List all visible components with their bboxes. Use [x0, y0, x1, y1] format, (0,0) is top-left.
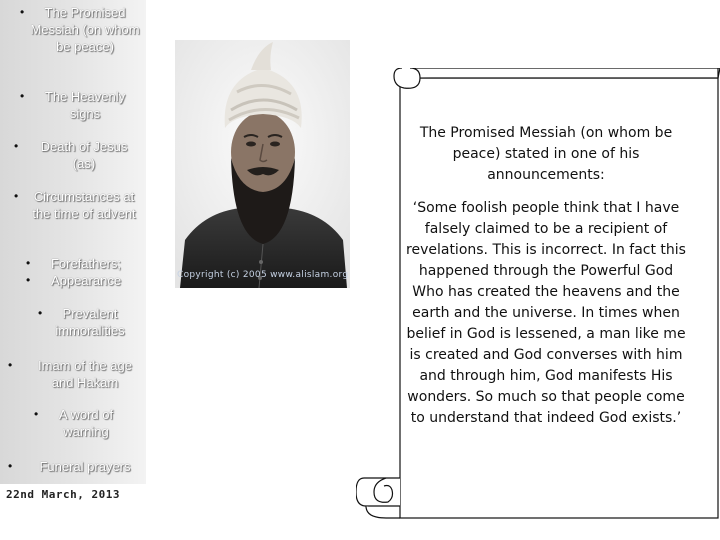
- nav-item-label: The Promised Messiah (on whom be peace): [30, 5, 140, 54]
- bullet-icon: •: [20, 89, 25, 103]
- bullet-icon: •: [26, 256, 31, 270]
- bullet-icon: •: [26, 273, 31, 287]
- quote-intro: The Promised Messiah (on whom be peace) stated in one of his announcements:: [419, 125, 673, 183]
- copyright-watermark: Copyright (c) 2005 www.alislam.org: [177, 270, 349, 280]
- bullet-icon: •: [8, 459, 13, 473]
- bullet-icon: •: [14, 139, 19, 153]
- presentation-date: 22nd March, 2013: [6, 488, 120, 501]
- nav-item-promised-messiah[interactable]: [30, 4, 140, 55]
- nav-item-funeral-prayers[interactable]: [26, 458, 144, 475]
- bullet-icon: •: [38, 306, 43, 320]
- bullet-icon: •: [8, 358, 13, 372]
- quote-scroll: [356, 68, 720, 540]
- sidebar-nav: [0, 0, 146, 484]
- nav-item-label: Death of Jesus (as): [40, 139, 128, 171]
- nav-item-word-of-warning[interactable]: [46, 406, 126, 440]
- nav-item-label: Circumstances at the time of advent: [32, 189, 136, 221]
- quote-body: ‘Some foolish people think that I have falsely claimed to be a recipient of revelations. This is incorrect. In fact this happened through the Powerful God Who has created the heavens and the earth and the universe. In times when belief in God is lessened, a man like me is created and God converses with him and through him, God manifests His wonders. So much so that people come to understand that indeed God exists.’: [406, 200, 686, 426]
- portrait-photo: [175, 40, 350, 288]
- nav-item-label: The Heavenly signs: [44, 89, 126, 121]
- nav-item-label: Funeral prayers: [39, 459, 131, 474]
- portrait-image: [175, 40, 350, 288]
- nav-item-label: A word of warning: [58, 407, 114, 439]
- nav-item-prevalent-immoralities[interactable]: [38, 305, 142, 339]
- nav-item-circumstances[interactable]: [28, 188, 140, 222]
- nav-item-label: Prevalent immoralities: [55, 306, 125, 338]
- nav-item-imam-of-the-age[interactable]: [28, 357, 142, 391]
- nav-item-heavenly-signs[interactable]: [30, 88, 140, 122]
- nav-item-forefathers[interactable]: [38, 255, 134, 289]
- bullet-icon: •: [14, 189, 19, 203]
- bullet-icon: •: [34, 407, 39, 421]
- nav-item-label: Forefathers; Appearance: [50, 256, 122, 288]
- nav-item-death-of-jesus[interactable]: [28, 138, 140, 172]
- quote-text-block: [406, 123, 686, 441]
- bullet-icon: •: [20, 5, 25, 19]
- nav-item-label: Imam of the age and Hakam: [38, 358, 132, 390]
